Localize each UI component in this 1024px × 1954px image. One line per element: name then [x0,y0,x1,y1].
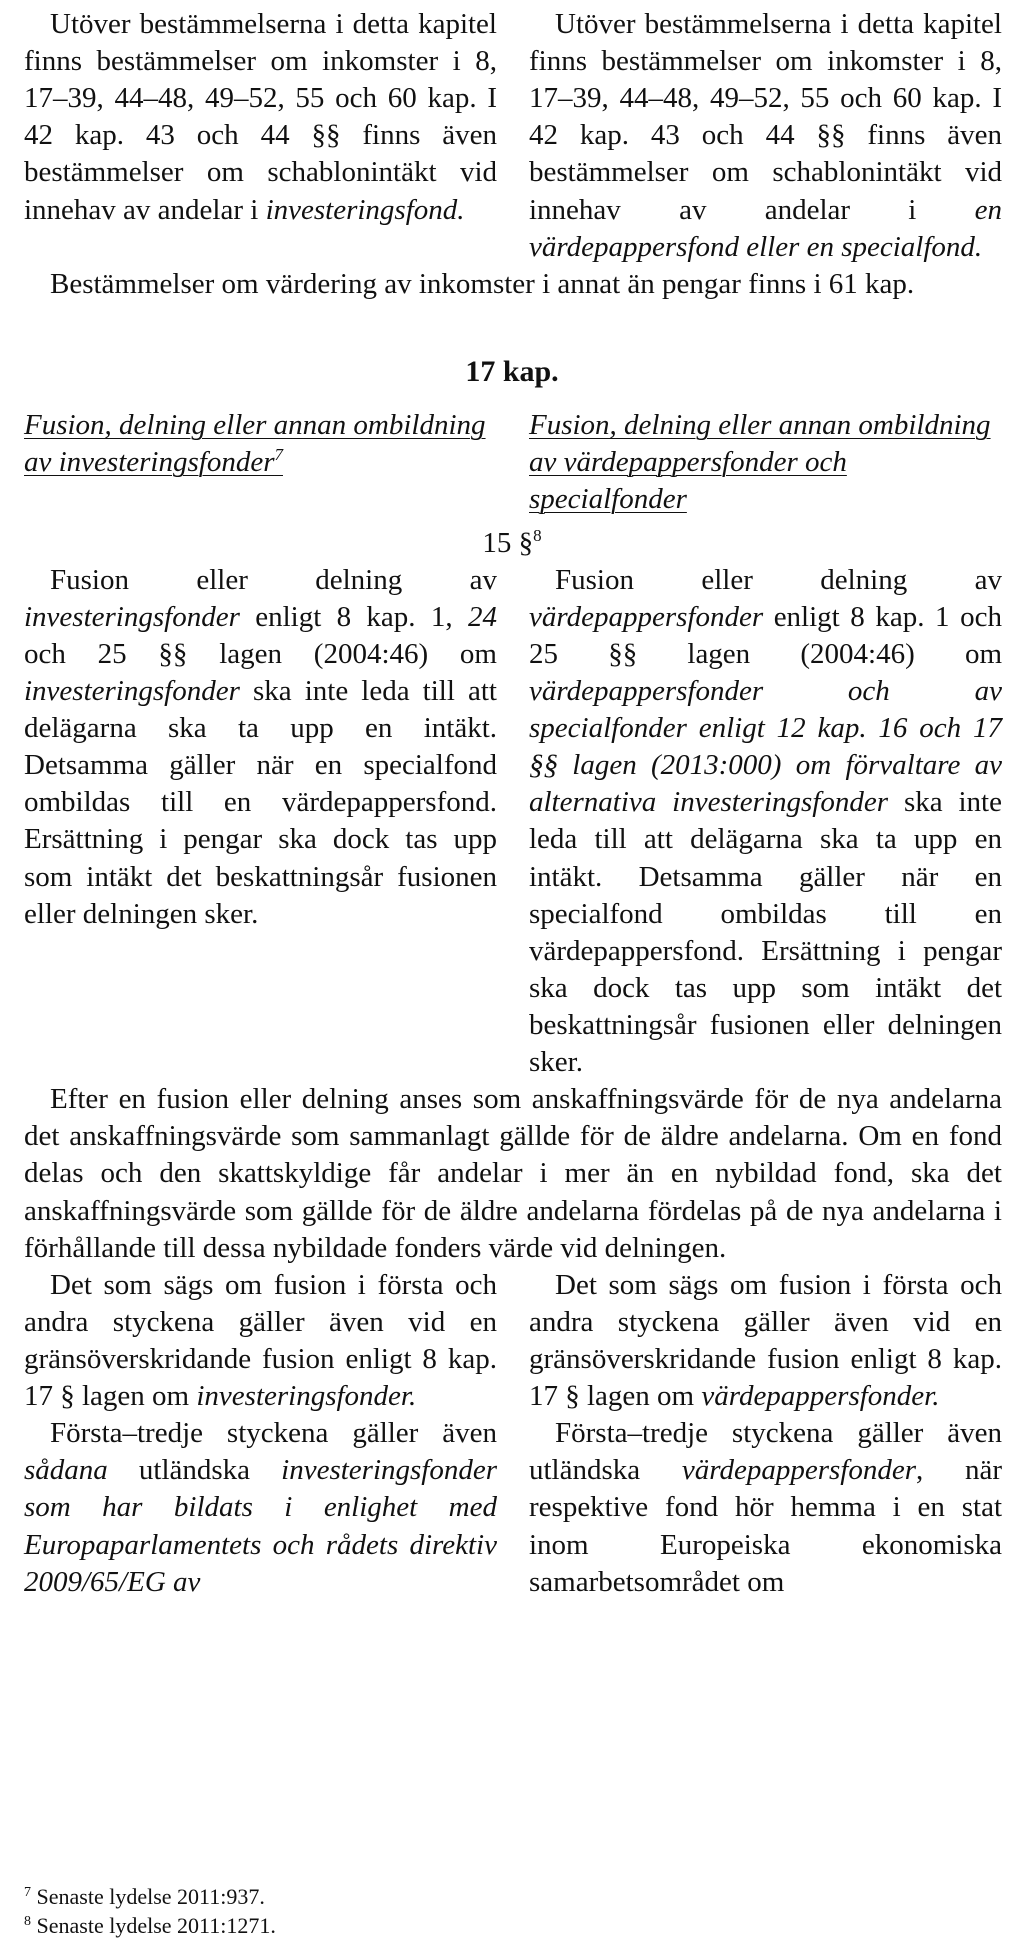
p1-right-text [529,562,1002,1082]
text-run: enligt 8 kap. 1, [239,600,468,633]
p1-right [529,562,1002,1082]
p4-left [24,1415,497,1601]
text-run: Utöver bestämmelserna i detta kapitel finns bestämmelser om inkomster i 8, 17–39, 44–48, 49–52, 55 och 60 kap. I 42 kap. 43 och 44 §§ finns även bestämmelser om schablonintäkt vid innehav av andelar i [24,8,497,226]
text-run: utländska [107,1454,282,1487]
italic-text-run: värdepappersfonder [681,1454,916,1487]
text-run: enligt 8 kap. 1 och 25 §§ lagen (2004:46) om [529,600,1002,670]
intro-full [0,266,1024,303]
footnote-number: 8 [24,1913,31,1929]
intro-right [529,6,1002,266]
italic-text-run: investeringsfonder [24,675,240,708]
p2-full [0,1081,1024,1267]
paragraph-number [0,525,1024,562]
footnote-ref-7: 7 [274,445,283,465]
italic-text-run: investeringsfond. [265,193,465,226]
intro-columns [0,6,1024,266]
p4-columns [0,1415,1024,1601]
footnote-7 [24,1883,276,1912]
intro-right-text [529,6,1002,266]
italic-text-run: 24 [468,600,497,633]
text-run: Fusion eller delning av [555,563,1002,596]
footnote-text: Senaste lydelse 2011:1271. [36,1912,276,1938]
text-run: Första–tredje styckena gäller även [50,1417,497,1450]
text-run: , när respektive fond hör hemma i en stat inom Europeiska ekonomiska samarbetsområdet om [529,1454,1002,1598]
text-run: Fusion eller delning av [50,563,497,596]
p2-text: Efter en fusion eller delning anses som anskaffningsvärde för de nya andelarna det anskaffningsvärde som sammanlagt gällde för de äldre andelarna. Om en fond delas och den skattskyldige får andelar i mer än en nybildad fond, ska det anskaffningsvärde som gällde för de äldre andelarna fördelas på de nya andelarna i förhållande till dessa nybildade fonders värde vid delningen. [24,1083,1002,1264]
intro-full-text: Bestämmelser om värdering av inkomster i annat än pengar finns i 61 kap. [50,267,915,300]
intro-left-text [24,6,497,229]
p3-left-text [24,1267,497,1415]
p3-left [24,1267,497,1415]
section-heading-right: Fusion, delning eller annan ombildning av värdepappersfonder och specialfonder [529,409,991,516]
p1-left [24,562,497,1082]
footnote-text: Senaste lydelse 2011:937. [36,1884,265,1909]
p4-right [529,1415,1002,1601]
intro-left [24,6,497,266]
text-run: Utöver bestämmelserna i detta kapitel finns bestämmelser om inkomster i 8, 17–39, 44–48, 49–52, 55 och 60 kap. I 42 kap. 43 och 44 §§ finns även bestämmelser om schablonintäkt vid innehav av andelar i [529,8,1002,226]
p3-right-text [529,1267,1002,1415]
italic-text-run: värdepappersfonder. [701,1380,940,1413]
p4-left-text [24,1415,497,1601]
p1-left-text [24,562,497,933]
italic-text-run: investeringsfonder som har bildats i enlighet med Europaparlamentets och rådets direktiv 2009/65/EG av [24,1454,497,1598]
italic-text-run: en värdepappersfond eller en specialfond. [529,193,1002,263]
paragraph-number-text: 15 § [482,526,534,559]
footnote-ref-8: 8 [533,525,542,545]
section-heading-left-text: Fusion, delning eller annan ombildning av investeringsfonder [24,409,486,479]
footnotes [24,1883,276,1940]
section-heading-columns [0,407,1024,518]
italic-text-run: värdepappersfonder och av specialfonder enligt 12 kap. 16 och 17 §§ lagen (2013:000) om förvaltare av alternativa investeringsfonder [529,675,1002,819]
p1-columns [0,562,1024,1082]
italic-text-run: investeringsfonder [24,600,240,633]
p3-columns [0,1267,1024,1415]
footnote-number: 7 [24,1885,31,1900]
text-run: Första–tredje styckena gäller även utländska [529,1417,1002,1487]
text-run: Det som sägs om fusion i första och andra styckena gäller även vid en gränsöverskridande fusion enligt 8 kap. 17 § lagen om [529,1268,1002,1413]
section-heading-left [24,407,497,518]
text-run: ska inte leda till att delägarna ska ta upp en intäkt. Detsamma gäller när en specialfond ombildas till en värdepappersfond. Ersättning i pengar ska dock tas upp som intäkt det beskattningsår fusionen eller delningen sker. [24,675,497,930]
italic-text-run: värdepappersfonder [529,600,764,633]
italic-text-run: investeringsfonder. [196,1380,417,1413]
p4-right-text [529,1415,1002,1601]
text-run: Det som sägs om fusion i första och andra styckena gäller även vid en gränsöverskridande fusion enligt 8 kap. 17 § lagen om [24,1268,497,1413]
text-run: ska inte leda till att delägarna ska ta upp en intäkt. Detsamma gäller när en specialfond ombildas till en värdepappersfond. Ersättning i pengar ska dock tas upp som intäkt det beskattningsår fusionen eller delningen sker. [529,786,1002,1079]
footnote-8 [24,1912,276,1941]
p3-right [529,1267,1002,1415]
text-run: och 25 §§ lagen (2004:46) om [24,637,497,670]
chapter-title: 17 kap. [465,354,559,388]
italic-text-run: sådana [24,1454,108,1487]
